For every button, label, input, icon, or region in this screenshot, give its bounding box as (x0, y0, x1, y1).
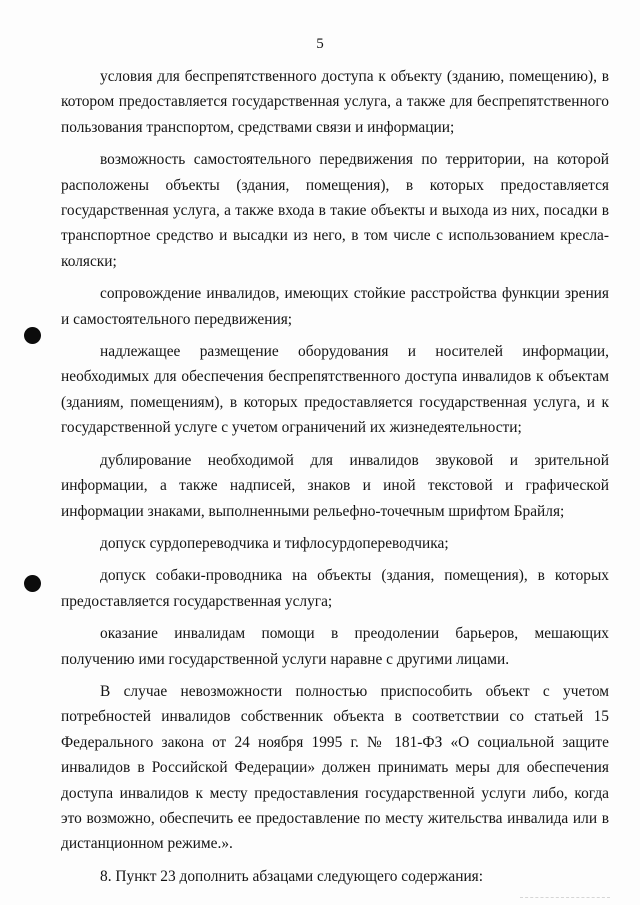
punch-hole-icon (24, 575, 41, 592)
paragraph-guide-dog-admission: допуск собаки-проводника на объекты (здания, помещения), в которых предоставляется государственная услуга; (61, 567, 609, 610)
paragraph-accessible-conditions: условия для беспрепятственного доступа к объекту (зданию, помещению), в котором предоставляется государственная услуга, а также для беспрепятственного пользования транспортом, средствами связи и информации; (61, 68, 609, 136)
paragraph-escort: сопровождение инвалидов, имеющих стойкие расстройства функции зрения и самостоятельного передвижения; (61, 285, 609, 328)
document-body (61, 64, 609, 896)
paragraph-equipment-placement: надлежащее размещение оборудования и носителей информации, необходимых для обеспечения беспрепятственного доступа инвалидов к объектам (зданиям, помещениям), в которых предоставляется государственная услуга, и к государственной услуге с учетом ограничений их жизнедеятельности; (61, 343, 609, 437)
paragraph-barrier-assistance: оказание инвалидам помощи в преодолении барьеров, мешающих получению ими государственной услуги наравне с другими лицами. (61, 625, 609, 668)
scan-artifact-line (520, 897, 610, 899)
paragraph-interpreter-admission: допуск сурдопереводчика и тифлосурдопереводчика; (100, 534, 449, 552)
page-number: 5 (316, 36, 324, 52)
punch-hole-icon (24, 327, 41, 344)
paragraph-owner-measures: В случае невозможности полностью приспособить объект с учетом потребностей инвалидов собственник объекта в соответствии со статьей 15 Федерального закона от 24 ноября 1995 г. № 181-ФЗ «О социальной защите инвалидов в Российской Федерации» должен принимать меры для обеспечения доступа инвалидов к месту предоставления государственной услуги либо, когда это возможно, обеспечить ее предоставление по месту жительства инвалида или в дистанционном режиме.». (61, 682, 609, 853)
paragraph-clause-23-amendment: 8. Пункт 23 дополнить абзацами следующего содержания: (100, 867, 484, 885)
paragraph-independent-movement: возможность самостоятельного передвижения по территории, на которой расположены объекты (здания, помещения), в которых предоставляется государственная услуга, а также входа в такие объекты и выхода из них, посадки в транспортное средство и высадки из него, в том числе с использованием кресла-коляски; (61, 151, 609, 270)
paragraph-information-duplication: дублирование необходимой для инвалидов звуковой и зрительной информации, а также надписей, знаков и иной текстовой и графической информации знаками, выполненными рельефно-точечным шрифтом Брайля; (61, 451, 609, 520)
